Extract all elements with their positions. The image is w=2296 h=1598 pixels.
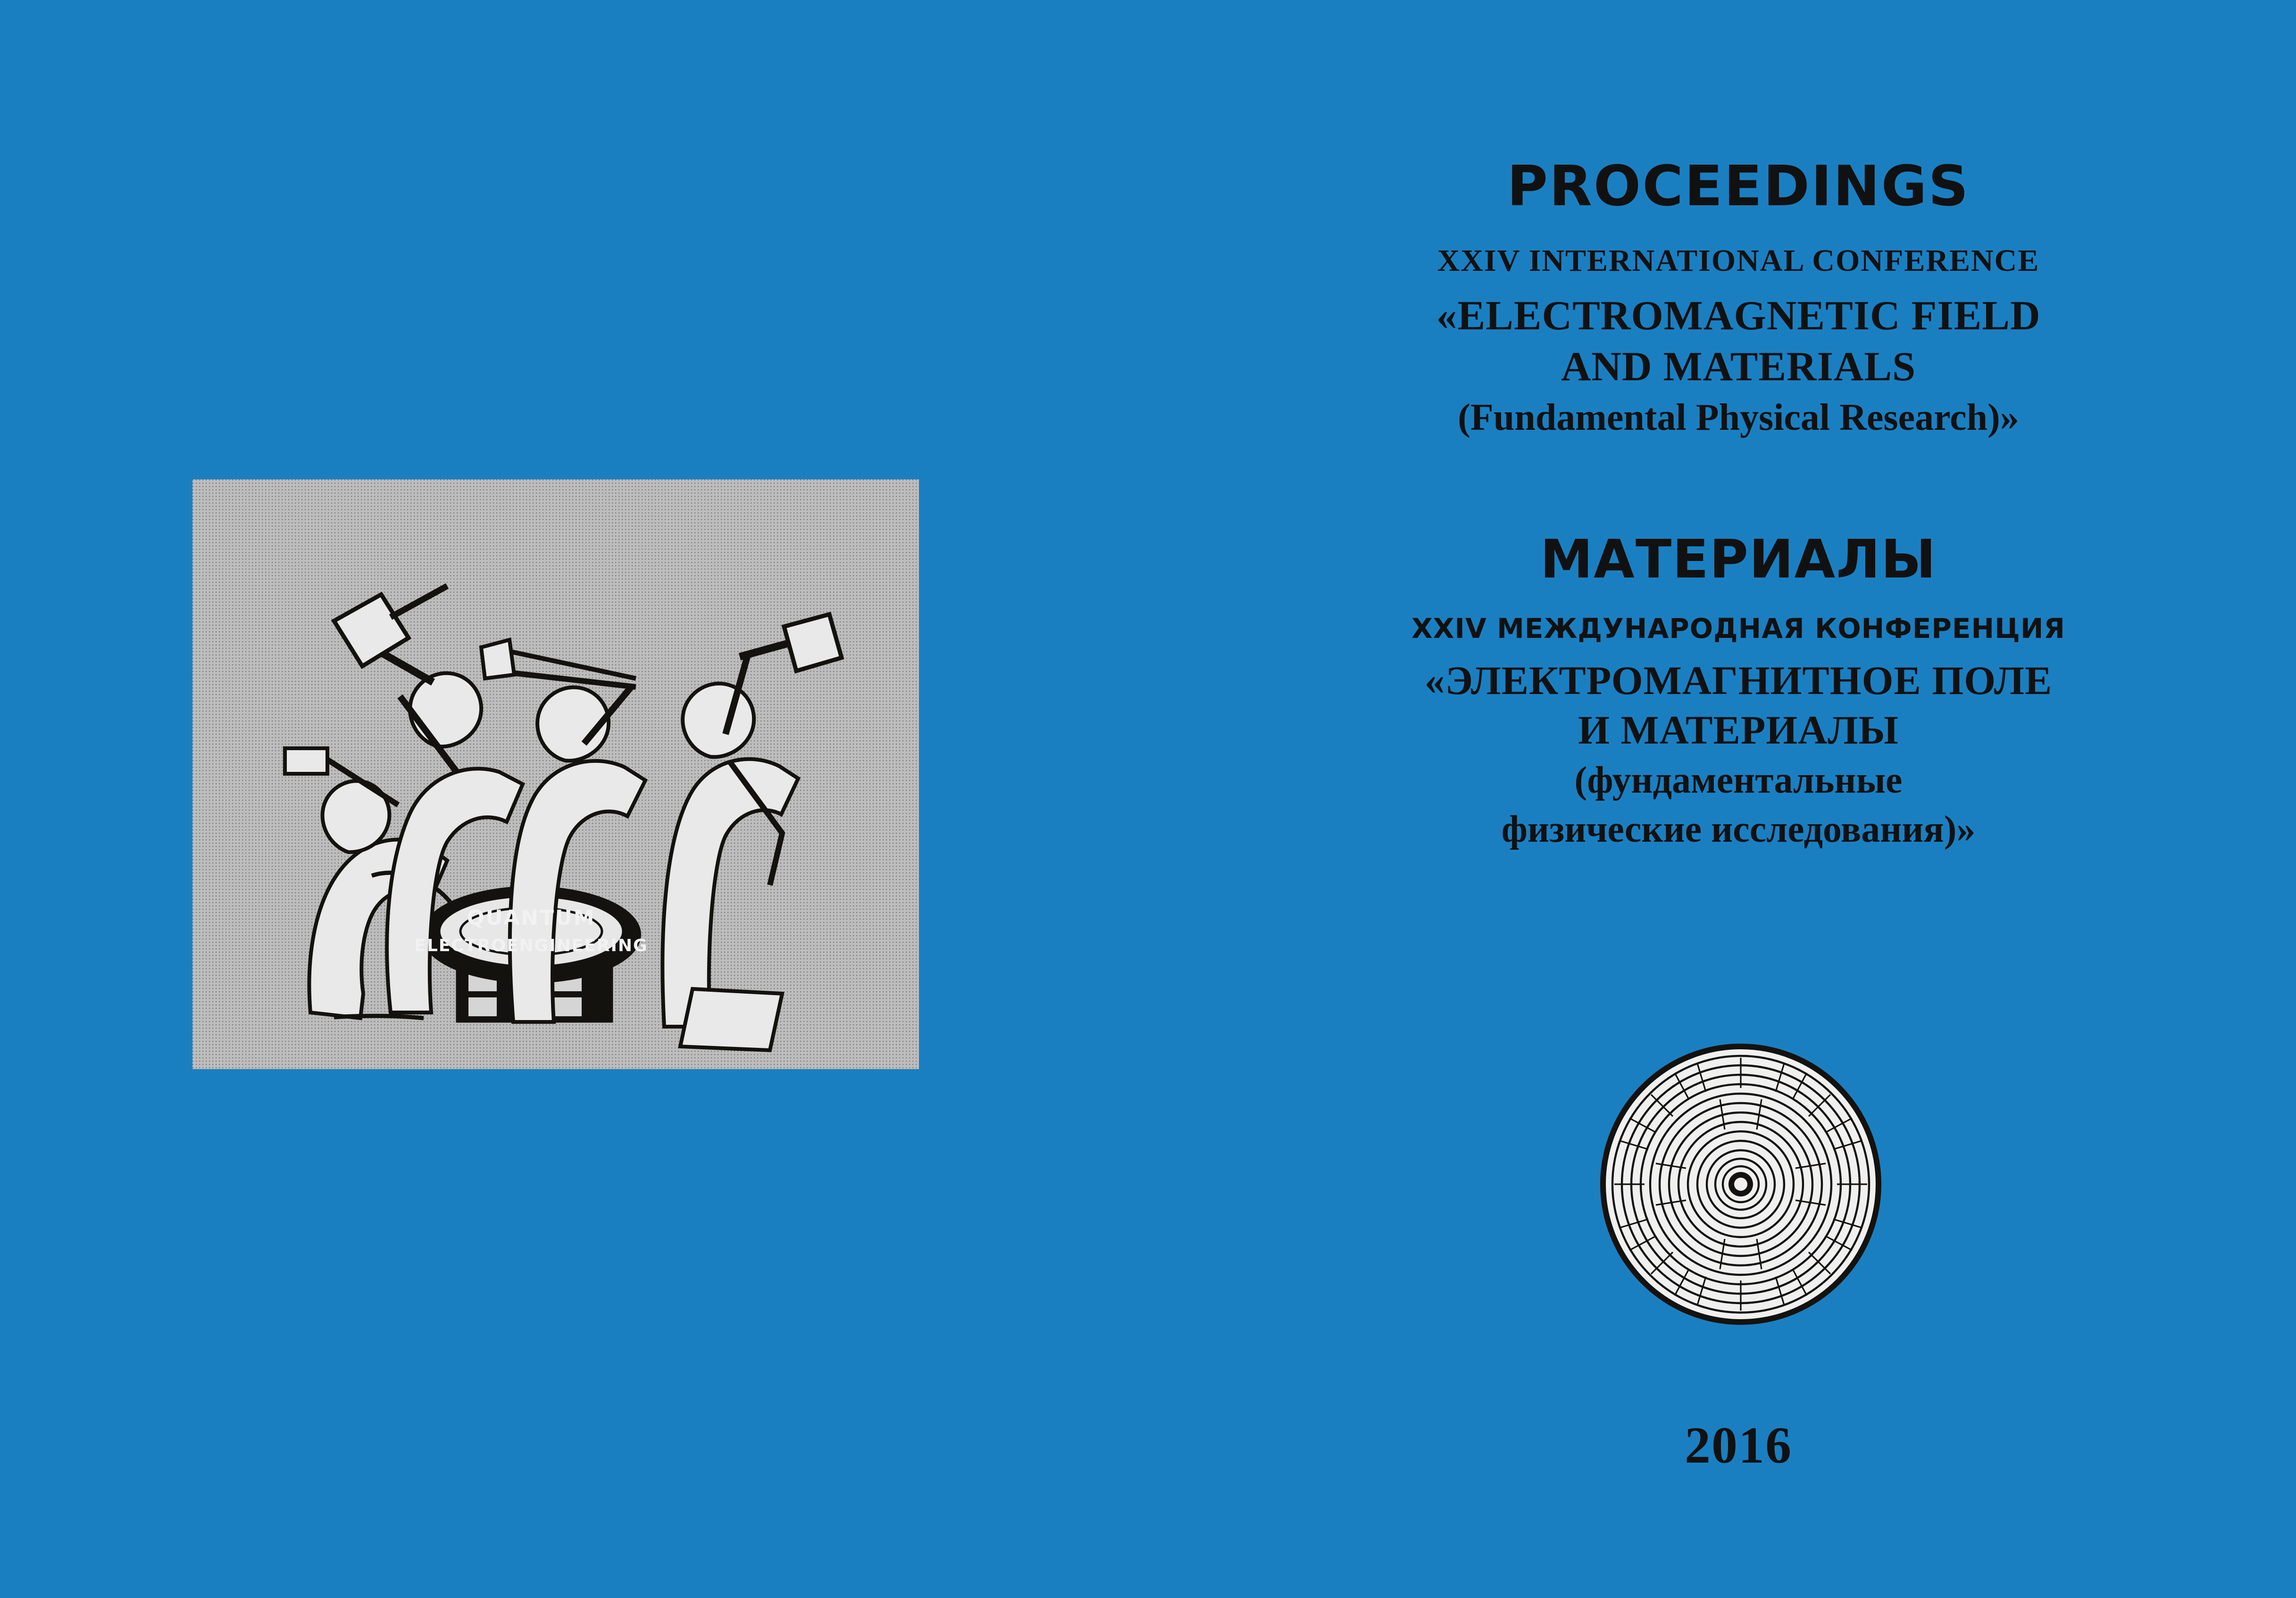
materialy-kicker: МАТЕРИАЛЫ — [1540, 528, 1937, 590]
russian-title — [1302, 656, 2175, 755]
english-title-line-2: AND MATERIALS — [1561, 343, 1916, 390]
blacksmiths-forging-shield-icon — [192, 479, 919, 1069]
cover-illustration — [192, 479, 919, 1069]
concentric-disc-emblem-icon — [1599, 1043, 1882, 1326]
cover-text-block — [1302, 153, 2175, 853]
russian-block — [1302, 528, 2175, 853]
english-block — [1302, 153, 2175, 441]
russian-title-line-2: И МАТЕРИАЛЫ — [1578, 707, 1899, 753]
english-subtitle: (Fundamental Physical Research)» — [1458, 397, 2019, 439]
russian-conference-line: XXIV МЕЖДУНАРОДНАЯ КОНФЕРЕНЦИЯ — [1411, 612, 2066, 644]
russian-subtitle-line-2: физические исследования)» — [1501, 808, 1976, 850]
proceedings-kicker: PROCEEDINGS — [1507, 153, 1970, 218]
cover-year: 2016 — [1685, 1416, 1792, 1474]
english-title — [1302, 291, 2175, 392]
english-title-line-1: «ELECTROMAGNETIC FIELD — [1436, 293, 2041, 339]
russian-subtitle-line-1: (фундаментальные — [1574, 760, 1903, 802]
shield-text-electroengineering: ELECTROENGINEERING — [414, 936, 648, 955]
concentric-disc-emblem — [1599, 1043, 1882, 1326]
russian-title-line-1: «ЭЛЕКТРОМАГНИТНОЕ ПОЛЕ — [1424, 658, 2053, 703]
shield-text-quantum: QUANTUM — [467, 906, 596, 930]
english-conference-line: XXIV INTERNATIONAL CONFERENCE — [1437, 243, 2040, 278]
